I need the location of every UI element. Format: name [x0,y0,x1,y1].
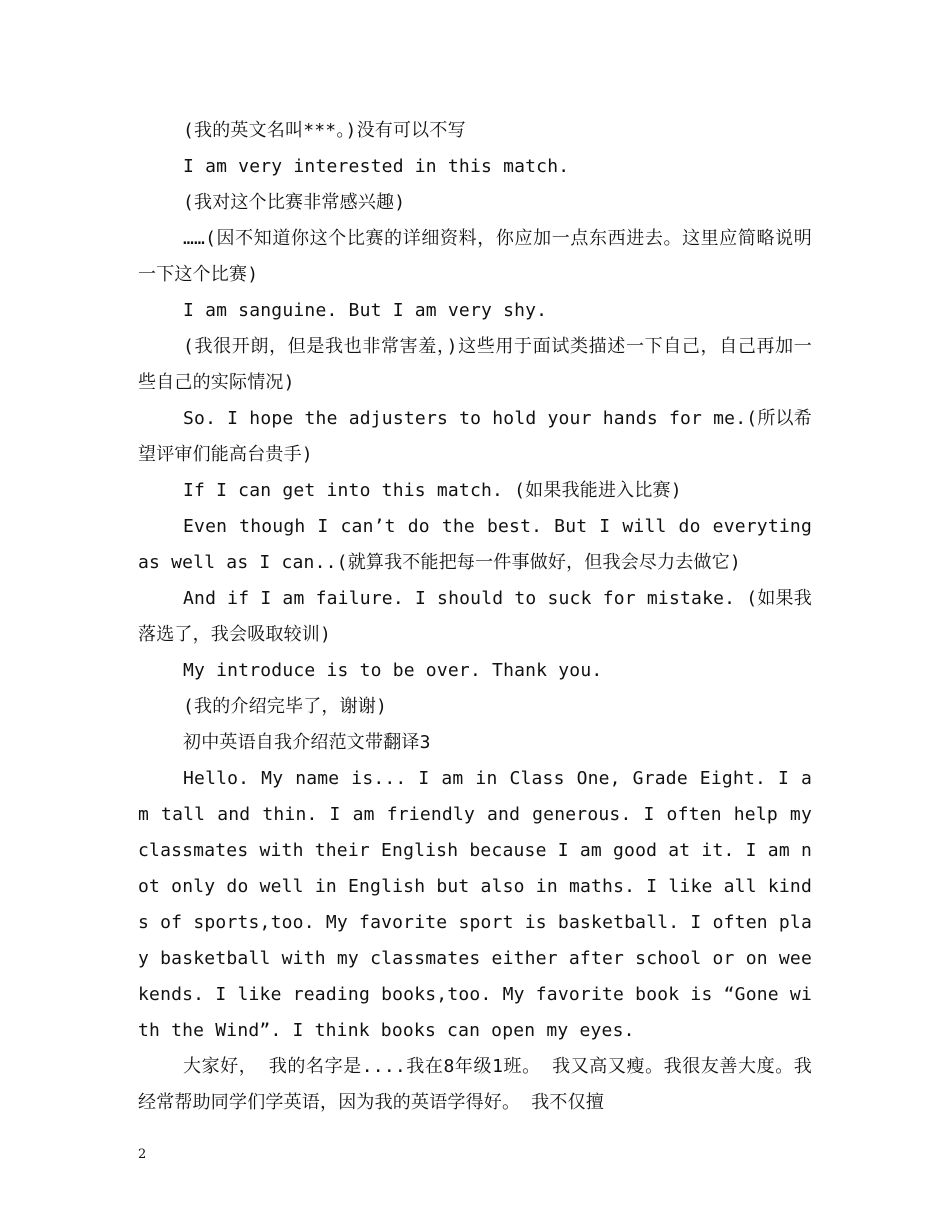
paragraph-get-into-match: If I can get into this match. (如果我能进入比赛) [183,480,682,501]
paragraph-english-sample: Hello. My name is... I am in Class One, Grade Eight. I am tall and thin. I am friendly and generous. I often help my classmates with their English because I am good at it. I am not only do well in English but also in maths. I like all kinds of sports,too. My favorite sport is basketball. I often play basketball with my classmates either after school or on weekends. I like reading books,too. My favorite book is “Gone with the Wind”. I think books can open my eyes. [138,768,812,1041]
page-number: 2 [138,1147,147,1162]
paragraph-do-my-best: Even though I can’t do the best. But I will do everyting as well as I can..(就算我不能把每一件事做好，但我会尽力去做它) [138,516,812,573]
section-heading: 初中英语自我介绍范文带翻译3 [183,732,431,753]
paragraph-interested: I am very interested in this match. [183,156,570,177]
paragraph-english-name: (我的英文名叫***。)没有可以不写 [183,120,466,141]
paragraph-closing: My introduce is to be over. Thank you. [183,660,603,681]
paragraph-sanguine: I am sanguine. But I am very shy. [183,300,548,321]
paragraph-match-note: ……(因不知道你这个比赛的详细资料，你应加一点东西进去。这里应简略说明一下这个比赛) [138,228,812,285]
paragraph-chinese-translation: 大家好， 我的名字是....我在8年级1班。 我又高又瘦。我很友善大度。我经常帮助同学们学英语，因为我的英语学得好。 我不仅擅 [138,1056,812,1113]
page-body [138,113,812,1121]
paragraph-failure: And if I am failure. I should to suck for mistake. (如果我落选了，我会吸取较训) [138,588,812,645]
paragraph-interested-translation: (我对这个比赛非常感兴趣) [183,192,406,213]
paragraph-sanguine-translation: (我很开朗，但是我也非常害羞，)这些用于面试类描述一下自己，自己再加一些自己的实际情况) [138,336,812,393]
paragraph-closing-translation: (我的介绍完毕了，谢谢) [183,696,388,717]
paragraph-adjusters: So. I hope the adjusters to hold your hands for me.(所以希望评审们能高台贵手) [138,408,812,465]
